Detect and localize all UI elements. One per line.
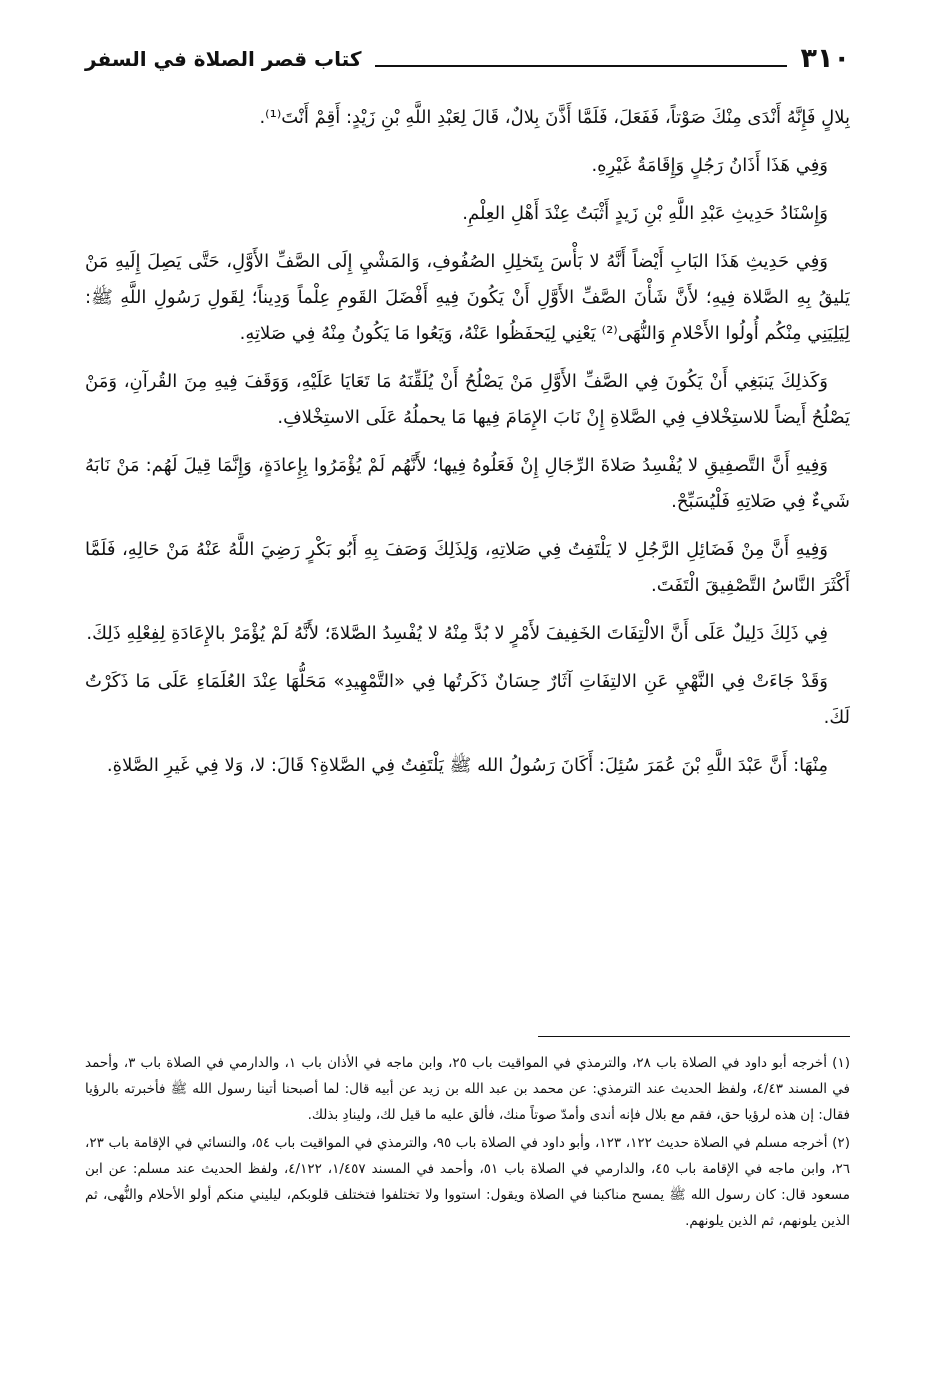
page-number: ٣١٠ (800, 43, 850, 74)
footnote-2: (٢) أخرجه مسلم في الصلاة حديث ١٢٢، ١٢٣، وأبو داود في الصلاة باب ٩٥، والترمذي في المواقيت باب ٥٤، والنسائي في الإقامة باب ٢٣، ٢٦، وابن ماجه في الإقامة باب ٤٥، والدارمي في الصلاة باب ٥١، وأحمد في المسند ١/٤٥٧، ٤/١٢٢، ولفظ الحديث عند مسلم: عن ابن مسعود قال: كان رسول الله ﷺ يمسح مناكبنا في الصلاة ويقول: استووا ولا تختلفوا فتختلف قلوبكم، ليليني منكم أولو الأحلام والنُّهى، ثم الذين يلونهم، ثم الذين يلونهم. (85, 1135, 850, 1229)
header-rule (375, 65, 786, 67)
paragraph: وَفِي هَذَا أَذَانُ رَجُلٍ وَإِقَامَةُ غَيْرِهِ. (591, 155, 828, 176)
paragraph: مِنْهَا: أَنَّ عَبْدَ اللَّهِ بْنَ عُمَرَ سُئِلَ: أَكَانَ رَسُولُ الله ﷺ يَلْتَفِتُ فِي الصَّلاةِ؟ قَالَ: لا، وَلا فِي غَيرِ الصَّلاةِ. (106, 755, 828, 776)
paragraph: فِي ذَلِكَ دَلِيلٌ عَلَى أَنَّ الالْتِفَاتَ الخَفِيفَ لأَمْرٍ لا بُدَّ مِنْهُ لا يُفْسِدُ الصَّلاةَ؛ لأَنَّهُ لَمْ يُؤْمَرْ بالإِعَادَةِ لِفِعْلِهِ ذَلِكَ. (86, 623, 828, 644)
footnote-separator (538, 1036, 850, 1037)
paragraph: وَفِيهِ أَنَّ التَّصفِيقِ لا يُفْسِدُ صَلاةَ الرِّجَالِ إِنْ فَعَلُوهُ فِيها؛ لأَنَّهُم لَمْ يُؤْمَرُوا بِإِعادَةٍ، وَإِنَّمَا قِيلَ لَهُم: مَنْ نَابَهُ شَيءٌ فِي صَلاتِهِ فَلْيُسَبِّحْ. (85, 455, 850, 512)
footnote-1: (١) أخرجه أبو داود في الصلاة باب ٢٨، والترمذي في المواقيت باب ٢٥، وابن ماجه في الأذان باب ١، والدارمي في الصلاة باب ٣، وأحمد في المسند ٤/٤٣، ولفظ الحديث عند الترمذي: عن محمد بن عبد الله بن زيد عن أبيه قال: لما أصبحنا أتينا رسول الله ﷺ فأخبرته بالرؤيا فقال: إن هذه لرؤيا حق، فقم مع بلال فإنه أندى وأمدّ صوتاً منك، فألق عليه ما قيل لك، ولينادِ بذلك. (85, 1055, 850, 1123)
paragraph: وَإِسْنَادُ حَدِيثِ عَبْدِ اللَّهِ بْنِ زَيدٍ أَثْبَتُ عِنْدَ أَهْلِ العِلْمِ. (462, 203, 828, 224)
paragraph: وَكَذلِكَ يَنبَغِي أَنْ يَكُونَ فِي الصَّفِّ الأَوَّلِ مَنْ يَصْلُحُ أَنْ يُلَقِّنَهُ مَا تَعَايَا عَلَيْهِ، وَوَقَفَ فِيهِ مِنَ القُرآنِ، وَمَنْ يَصْلُحُ أَيضاً للاستِخْلافِ فِي الصَّلاةِ إِنْ نَابَ الإِمَامَ فِيها مَا يحملُهُ عَلَى الاستِخْلافِ. (85, 371, 850, 428)
main-text (85, 100, 850, 1025)
paragraph: وَقَدْ جَاءَتْ فِي النَّهْيِ عَنِ الالتِفَاتِ آثَارٌ حِسَانٌ ذَكَرتُها فِي «التَّمْهِيدِ» مَحَلُّهَا عِنْدَ العُلَمَاءِ عَلَى مَا ذَكَرْتُ لَكَ. (85, 671, 850, 728)
paragraph: وَفِي حَدِيثِ هَذَا البَابِ أَيْضاً أَنَّهُ لا بَأْسَ بِتَخلِلِ الصُفُوفِ، وَالمَشْيِ إِلَى الصَّفِّ الأَوَّلِ، حَتَّى يَصِلَ إِلَيهِ مَنْ يَليقُ بِهِ الصَّلاة فِيهِ؛ لأَنَّ شَأْنَ الصَّفِّ الأَوَّلِ أَنْ يَكُونَ فِيهِ أَفْضَلَ القَومِ عِلْماً وَدِيناً؛ لِقَولِ رَسُولِ اللَّهِ ﷺ: لِيَلِيَنِي مِنْكُم أُولُوا الأَحْلامِ وَالنُّهَى⁽²⁾ يَعْنِي لِيَحفَظُوا عَنْهُ، وَيَعُوا مَا يَكُونُ مِنْهُ فِي صَلاتِهِ. (85, 251, 850, 344)
book-title: كتاب قصر الصلاة في السفر (85, 47, 362, 71)
paragraph-continuation: بِلالٍ فَإِنَّهُ أَنْدَى مِنْكَ صَوْتاً، فَفَعَلَ، فَلَمَّا أَذَّنَ بِلالٌ، قَالَ لِعَبْدِ اللَّهِ بْنِ زَيْدٍ: أَقِمْ أَنْتَ⁽¹⁾. (259, 107, 850, 128)
running-header (85, 40, 850, 74)
paragraph: وَفِيهِ أَنَّ مِنْ فَضَائِلِ الرَّجُلِ لا يَلْتَفِتُ فِي صَلاتِهِ، وَلِذَلِكَ وَصَفَ بِهِ أَبُو بَكْرٍ رَضِيَ اللَّهُ عَنْهُ مَنْ حَالِهِ، فَلَمَّا أَكْثَرَ النَّاسُ التَّصْفِيقَ الْتَفَتَ. (85, 539, 850, 596)
footnotes (85, 1050, 850, 1350)
